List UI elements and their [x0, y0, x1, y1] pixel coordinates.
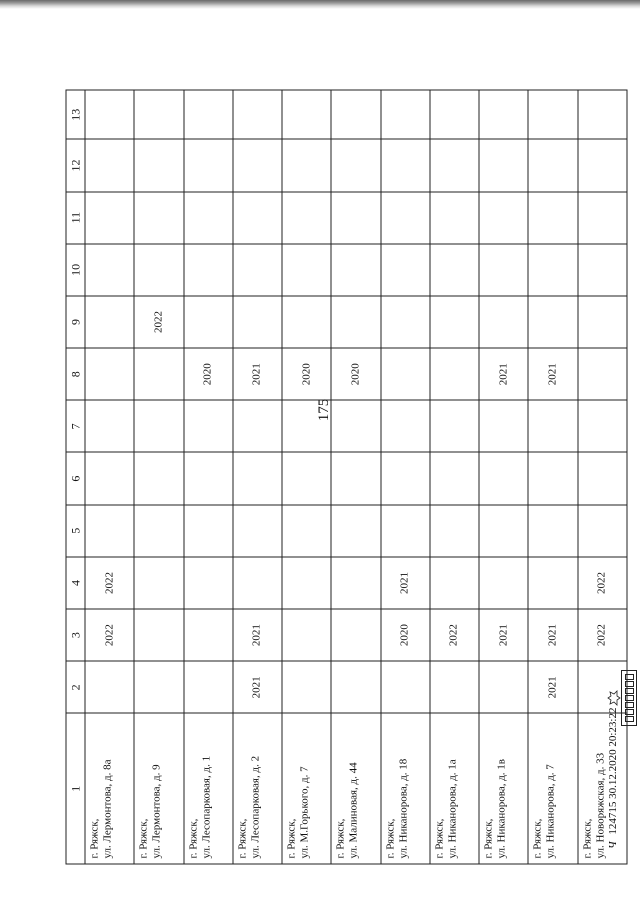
year-cell [577, 139, 626, 191]
year-cell [380, 192, 429, 244]
address-cell: г. Ряжск, ул. М.Горького, д. 7 [282, 713, 331, 864]
scan-edge [0, 0, 640, 9]
year-cell [232, 192, 281, 244]
year-cell [380, 348, 429, 400]
year-cell: 2021 [232, 661, 281, 713]
year-cell: 2022 [85, 557, 134, 609]
year-cell [429, 557, 478, 609]
table-body [66, 90, 627, 864]
year-cell [479, 192, 528, 244]
year-cell [282, 296, 331, 348]
year-cell: 2020 [183, 348, 232, 400]
year-cell [282, 661, 331, 713]
year-cell [479, 661, 528, 713]
year-cell [85, 400, 134, 452]
year-cell [479, 244, 528, 296]
year-cell [528, 452, 577, 504]
year-cell [282, 505, 331, 557]
year-cell: 2022 [429, 609, 478, 661]
column-header: 1 [66, 713, 85, 864]
year-cell [331, 192, 380, 244]
column-header: 10 [66, 244, 85, 296]
year-cell [85, 348, 134, 400]
column-header: 3 [66, 609, 85, 661]
year-cell [528, 400, 577, 452]
year-cell: 2020 [282, 348, 331, 400]
address-cell: г. Ряжск, ул. Никанорова, д. 1в [479, 713, 528, 864]
year-cell [183, 557, 232, 609]
year-cell: 2021 [232, 609, 281, 661]
column-header: 13 [66, 90, 85, 139]
year-cell [331, 452, 380, 504]
year-cell [380, 139, 429, 191]
table-row [331, 90, 380, 864]
year-cell [479, 505, 528, 557]
year-cell [85, 505, 134, 557]
year-cell [282, 90, 331, 139]
column-header: 2 [66, 661, 85, 713]
year-cell: 2021 [380, 557, 429, 609]
year-cell: 2022 [85, 609, 134, 661]
year-cell [331, 505, 380, 557]
year-cell [577, 348, 626, 400]
page-number: 175 [316, 398, 332, 422]
doc-mark: Ч [607, 841, 619, 849]
year-cell [577, 296, 626, 348]
year-cell [380, 296, 429, 348]
column-header: 9 [66, 296, 85, 348]
year-cell [134, 192, 183, 244]
address-cell: г. Ряжск, ул. Никанорова, д. 1а [429, 713, 478, 864]
year-cell [85, 452, 134, 504]
year-cell [183, 452, 232, 504]
year-cell [380, 244, 429, 296]
year-cell [331, 244, 380, 296]
year-cell [429, 400, 478, 452]
address-cell: г. Ряжск, ул. Лермонтова, д. 8а [85, 713, 134, 864]
doc-datetime: 30.12.2020 20:23:22 [607, 707, 619, 799]
year-cell [183, 609, 232, 661]
table-row [134, 90, 183, 864]
year-cell [331, 296, 380, 348]
column-header: 6 [66, 452, 85, 504]
year-cell [528, 557, 577, 609]
year-cell [134, 348, 183, 400]
year-cell [380, 90, 429, 139]
year-cell [134, 244, 183, 296]
year-cell [380, 452, 429, 504]
year-cell [479, 400, 528, 452]
address-cell: г. Ряжск, ул. Лесопарковая, д. 2 [232, 713, 281, 864]
table-row [479, 90, 528, 864]
year-cell [380, 400, 429, 452]
year-cell [282, 139, 331, 191]
year-cell [134, 609, 183, 661]
year-cell [134, 557, 183, 609]
year-cell [528, 244, 577, 296]
table-row [380, 90, 429, 864]
year-cell: 2020 [331, 348, 380, 400]
year-cell [331, 557, 380, 609]
year-cell [429, 505, 478, 557]
column-header: 7 [66, 400, 85, 452]
table-row [528, 90, 577, 864]
year-cell [479, 139, 528, 191]
year-cell [232, 452, 281, 504]
year-cell [429, 661, 478, 713]
address-cell: г. Ряжск, ул. Лесопарковая, д. 1 [183, 713, 232, 864]
address-cell: г. Ряжск, ул. Лермонтова, д. 9 [134, 713, 183, 864]
year-cell [85, 192, 134, 244]
year-cell [232, 90, 281, 139]
year-cell: 2021 [528, 661, 577, 713]
column-header: 5 [66, 505, 85, 557]
doc-number: 124715 [607, 801, 619, 835]
year-cell [528, 90, 577, 139]
year-cell: 2022 [577, 609, 626, 661]
column-header: 8 [66, 348, 85, 400]
year-cell [577, 244, 626, 296]
year-cell: 2021 [232, 348, 281, 400]
year-cell [282, 557, 331, 609]
year-cell [528, 296, 577, 348]
table-header-row [66, 90, 85, 864]
year-cell [183, 192, 232, 244]
year-cell: 2022 [577, 557, 626, 609]
year-cell [232, 557, 281, 609]
year-cell [479, 452, 528, 504]
year-cell [85, 139, 134, 191]
data-table [65, 90, 627, 865]
year-cell [429, 452, 478, 504]
year-cell: 2021 [528, 348, 577, 400]
year-cell [429, 244, 478, 296]
year-cell [429, 296, 478, 348]
year-cell [528, 139, 577, 191]
year-cell [429, 348, 478, 400]
year-cell [232, 139, 281, 191]
year-cell [282, 244, 331, 296]
column-header: 4 [66, 557, 85, 609]
year-cell [134, 139, 183, 191]
year-cell [331, 609, 380, 661]
year-cell [232, 244, 281, 296]
column-header: 11 [66, 192, 85, 244]
address-cell: г. Ряжск, ул. Никанорова, д. 18 [380, 713, 429, 864]
year-cell [331, 400, 380, 452]
year-cell [282, 609, 331, 661]
table-row [232, 90, 281, 864]
year-cell [183, 661, 232, 713]
year-cell [528, 192, 577, 244]
column-header: 12 [66, 139, 85, 191]
year-cell [183, 139, 232, 191]
year-cell: 2021 [528, 609, 577, 661]
year-cell [528, 505, 577, 557]
year-cell [331, 139, 380, 191]
year-cell: 2021 [479, 609, 528, 661]
year-cell [577, 192, 626, 244]
year-cell [429, 192, 478, 244]
year-cell [429, 139, 478, 191]
year-cell [331, 90, 380, 139]
address-cell: г. Ряжск, ул. Никанорова, д. 7 [528, 713, 577, 864]
table-row [183, 90, 232, 864]
year-cell [134, 90, 183, 139]
year-cell [479, 296, 528, 348]
table-row [85, 90, 134, 864]
year-cell [380, 505, 429, 557]
document-id-line [605, 519, 621, 849]
year-cell [134, 661, 183, 713]
year-cell [85, 296, 134, 348]
address-cell: г. Ряжск, ул. Малиновая, д. 44 [331, 713, 380, 864]
year-cell [282, 192, 331, 244]
year-cell [183, 296, 232, 348]
year-cell [85, 661, 134, 713]
year-cell [183, 244, 232, 296]
table-row [429, 90, 478, 864]
year-cell [85, 244, 134, 296]
year-cell [282, 452, 331, 504]
year-cell: 2021 [479, 348, 528, 400]
year-cell [380, 661, 429, 713]
year-cell [232, 400, 281, 452]
year-cell [331, 661, 380, 713]
year-cell [183, 90, 232, 139]
table-wrapper [65, 90, 627, 865]
year-cell [577, 452, 626, 504]
year-cell [232, 296, 281, 348]
year-cell [85, 90, 134, 139]
address-cell: г. Ряжск, ул. Новоряжская, д. 33 [577, 713, 626, 864]
year-cell [183, 400, 232, 452]
year-cell [429, 90, 478, 139]
table-row [282, 90, 331, 864]
year-cell [479, 557, 528, 609]
year-cell [577, 400, 626, 452]
year-cell [183, 505, 232, 557]
year-cell [479, 90, 528, 139]
year-cell [232, 505, 281, 557]
year-cell [282, 400, 331, 452]
year-cell [134, 452, 183, 504]
year-cell [134, 400, 183, 452]
stamp-box [621, 670, 637, 726]
year-cell: 2020 [380, 609, 429, 661]
year-cell [577, 90, 626, 139]
year-cell [134, 505, 183, 557]
year-cell: 2022 [134, 296, 183, 348]
